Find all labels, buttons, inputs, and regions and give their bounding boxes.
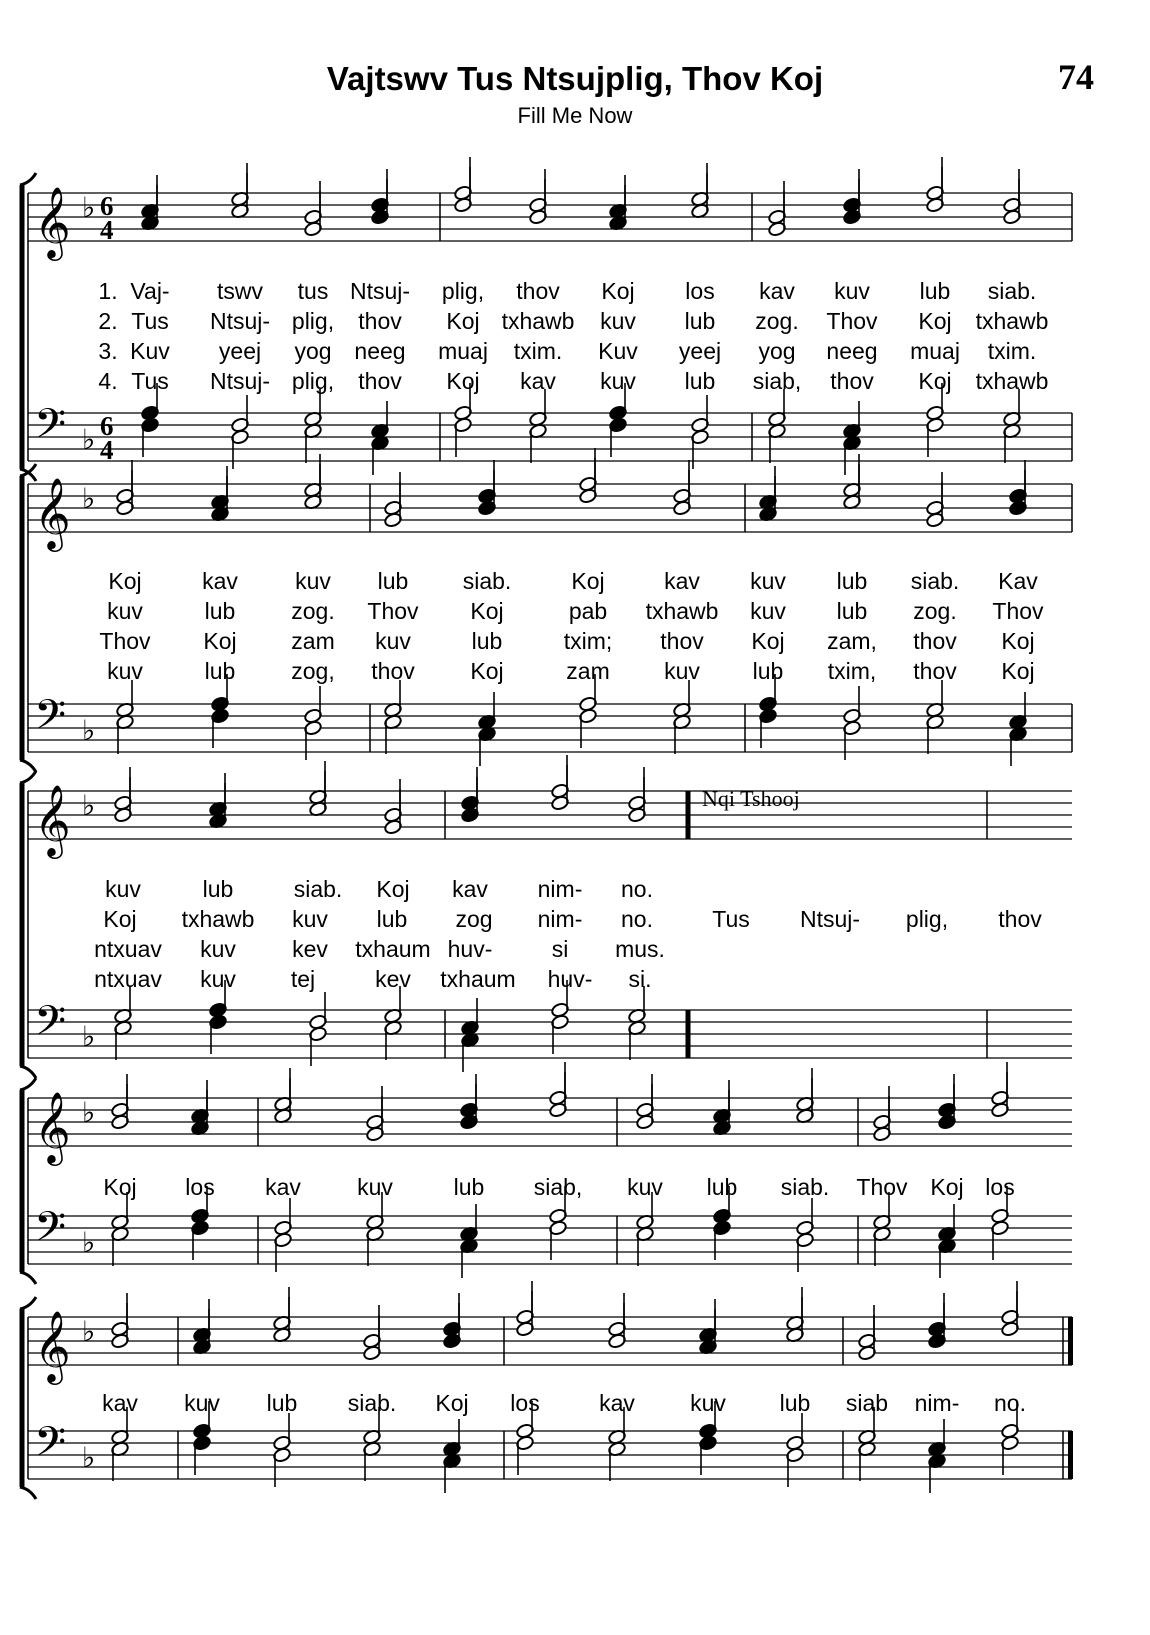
lyric-syllable: txim. <box>987 338 1037 364</box>
bracket-top-hook <box>20 1078 36 1090</box>
lyric-syllable: lub <box>453 1174 485 1200</box>
lyric-syllable: Thov <box>99 628 151 654</box>
lyric-syllable: siab. <box>293 876 343 902</box>
bracket-bottom-hook <box>20 1066 36 1078</box>
lyric-syllable: lub <box>836 568 868 594</box>
lyric-syllable: kuv <box>292 906 328 932</box>
lyric-syllable: txhawb <box>181 906 255 932</box>
lyric-syllable: kuv <box>690 1390 726 1416</box>
bracket-top-hook <box>20 1297 36 1309</box>
lyric-syllable: txim, <box>827 658 877 684</box>
lyric-syllable: lub <box>706 1174 738 1200</box>
lyric-syllable: siab, <box>752 368 802 394</box>
lyric-syllable: kev <box>292 936 328 962</box>
lyric-syllable: siab, <box>533 1174 583 1200</box>
time-signature-top: 6 <box>100 191 114 221</box>
lyric-syllable: kav <box>452 876 488 902</box>
flat-sign-icon: ♭ <box>82 1096 96 1129</box>
lyric-syllable: kuv <box>600 368 636 394</box>
lyric-syllable: siab. <box>462 568 512 594</box>
lyric-syllable: Ntsuj- <box>209 308 271 334</box>
lyric-syllable: lub <box>266 1390 298 1416</box>
lyric-syllable: Kuv <box>130 338 170 364</box>
lyric-syllable: Koj <box>446 308 480 334</box>
lyric-syllable: kuv <box>200 936 236 962</box>
lyric-syllable: no. <box>621 906 653 932</box>
lyric-syllable: nim- <box>537 876 583 902</box>
lyric-syllable: los <box>985 1174 1015 1200</box>
lyric-syllable: kav <box>599 1390 635 1416</box>
lyric-syllable: zog. <box>755 308 799 334</box>
hymn-subtitle: Fill Me Now <box>517 103 633 128</box>
lyric-syllable: Kav <box>998 568 1038 594</box>
lyric-syllable: muaj <box>438 338 488 364</box>
lyric-syllable: nim- <box>537 906 583 932</box>
lyric-syllable: siab. <box>780 1174 830 1200</box>
lyric-syllable: Koj <box>435 1390 469 1416</box>
lyric-syllable: Koj <box>203 628 237 654</box>
lyric-syllable: Thov <box>826 308 878 334</box>
lyric-syllable: Tus <box>131 308 169 334</box>
lyric-syllable: Koj <box>446 368 480 394</box>
lyric-syllable: plig, <box>441 278 485 304</box>
lyric-syllable: huv- <box>447 936 493 962</box>
lyric-syllable: kav <box>759 278 795 304</box>
treble-clef-icon: 𝄞 <box>34 1090 71 1163</box>
lyric-syllable: Koj <box>103 1174 137 1200</box>
lyric-syllable: no. <box>994 1390 1026 1416</box>
lyric-syllable: Thov <box>856 1174 908 1200</box>
lyric-syllable: thov <box>358 368 402 394</box>
treble-clef-icon: 𝄞 <box>34 185 71 258</box>
lyric-syllable: siab. <box>347 1390 397 1416</box>
hymn-title: Vajtswv Tus Ntsujplig, Thov Koj <box>326 60 824 97</box>
lyric-syllable: 3. <box>98 338 118 364</box>
lyric-syllable: Koj <box>918 368 952 394</box>
lyric-syllable: Tus <box>131 368 169 394</box>
lyric-syllable: zog. <box>291 598 335 624</box>
lyric-syllable: thov <box>830 368 874 394</box>
lyric-syllable: zam <box>566 658 610 684</box>
lyric-syllable: thov <box>660 628 704 654</box>
lyric-syllable: los <box>185 1174 215 1200</box>
flat-sign-icon: ♭ <box>82 1441 96 1474</box>
lyric-syllable: txhawb <box>975 308 1049 334</box>
lyric-syllable: lub <box>684 308 716 334</box>
flat-sign-icon: ♭ <box>82 423 96 456</box>
bracket-bottom-hook <box>20 760 36 772</box>
lyric-syllable: plig, <box>905 906 949 932</box>
lyric-syllable: Koj <box>930 1174 964 1200</box>
lyric-syllable: thov <box>371 658 415 684</box>
lyric-syllable: Tus <box>712 906 750 932</box>
lyric-syllable: kuv <box>600 308 636 334</box>
lyric-syllable: nim- <box>914 1390 960 1416</box>
time-signature-bottom: 4 <box>100 215 114 245</box>
lyric-syllable: kuv <box>107 598 143 624</box>
lyric-syllable: kuv <box>627 1174 663 1200</box>
lyric-syllable: Koj <box>1001 628 1035 654</box>
final-bar-thick <box>1068 1431 1073 1479</box>
bracket-bottom-hook <box>20 1487 36 1499</box>
lyric-syllable: kuv <box>750 598 786 624</box>
treble-clef-icon: 𝄞 <box>34 1309 71 1382</box>
lyric-syllable: kuv <box>295 568 331 594</box>
lyric-syllable: lub <box>204 598 236 624</box>
lyric-syllable: zog <box>455 906 493 932</box>
lyric-syllable: lub <box>204 658 236 684</box>
lyric-syllable: thov <box>516 278 560 304</box>
lyric-syllable: 4. <box>98 368 118 394</box>
flat-sign-icon: ♭ <box>82 482 96 515</box>
lyric-syllable: siab <box>845 1390 889 1416</box>
lyric-syllable: lub <box>471 628 503 654</box>
refrain-marker: Nqi Tshooj <box>702 786 800 811</box>
flat-sign-icon: ♭ <box>82 714 96 747</box>
bass-clef-icon: 𝄢 <box>34 997 67 1055</box>
lyric-syllable: lub <box>684 368 716 394</box>
lyric-syllable: Thov <box>367 598 419 624</box>
lyric-syllable: kuv <box>664 658 700 684</box>
lyric-syllable: zam, <box>827 628 877 654</box>
lyric-syllable: siab. <box>987 278 1037 304</box>
lyric-syllable: si. <box>628 966 652 992</box>
lyric-syllable: lub <box>779 1390 811 1416</box>
lyric-syllable: plig, <box>291 308 335 334</box>
lyric-syllable: plig, <box>291 368 335 394</box>
lyric-syllable: kav <box>664 568 700 594</box>
lyric-syllable: lub <box>376 906 408 932</box>
bass-clef-icon: 𝄢 <box>34 400 67 458</box>
lyric-syllable: huv- <box>547 966 593 992</box>
lyric-syllable: los <box>685 278 715 304</box>
bracket-top-hook <box>20 173 36 185</box>
bass-clef-icon: 𝄢 <box>34 691 67 749</box>
flat-sign-icon: ♭ <box>82 1315 96 1348</box>
lyric-syllable: kuv <box>184 1390 220 1416</box>
lyric-syllable: yeej <box>678 338 722 364</box>
lyric-syllable: kav <box>202 568 238 594</box>
lyric-syllable: kuv <box>357 1174 393 1200</box>
lyric-syllable: Koj <box>108 568 142 594</box>
lyric-syllable: zog, <box>291 658 335 684</box>
lyric-syllable: kuv <box>750 568 786 594</box>
time-signature-top: 6 <box>100 411 114 441</box>
lyric-syllable: lub <box>836 598 868 624</box>
lyric-syllable: txhaum <box>440 966 516 992</box>
lyric-syllable: kav <box>102 1390 138 1416</box>
lyric-syllable: lub <box>752 658 784 684</box>
lyric-syllable: neeg <box>354 338 406 364</box>
lyric-syllable: Vaj- <box>130 278 170 304</box>
lyric-syllable: kuv <box>105 876 141 902</box>
lyric-syllable: txim. <box>513 338 563 364</box>
lyric-syllable: thov <box>998 906 1042 932</box>
lyric-syllable: ntxuav <box>94 936 162 962</box>
lyric-syllable: yeej <box>218 338 262 364</box>
lyric-syllable: yog <box>758 338 796 364</box>
lyric-syllable: pab <box>568 598 608 624</box>
lyric-syllable: zog. <box>913 598 957 624</box>
lyric-syllable: Koj <box>103 906 137 932</box>
lyric-syllable: Thov <box>992 598 1044 624</box>
lyric-syllable: Koj <box>601 278 635 304</box>
lyric-syllable: Koj <box>1001 658 1035 684</box>
lyric-syllable: lub <box>202 876 234 902</box>
hymn-number: 74 <box>1058 57 1094 97</box>
lyric-syllable: ntxuav <box>94 966 162 992</box>
lyric-syllable: kuv <box>834 278 870 304</box>
bracket-bottom-hook <box>20 1272 36 1284</box>
lyric-syllable: los <box>510 1390 540 1416</box>
lyric-syllable: Ntsuj- <box>799 906 861 932</box>
lyric-syllable: thov <box>358 308 402 334</box>
lyric-syllable: thov <box>913 658 957 684</box>
flat-sign-icon: ♭ <box>82 1226 96 1259</box>
lyric-syllable: mus. <box>615 936 665 962</box>
bass-clef-icon: 𝄢 <box>34 1203 67 1261</box>
lyric-syllable: kav <box>265 1174 301 1200</box>
lyric-syllable: Kuv <box>598 338 638 364</box>
lyric-syllable: no. <box>621 876 653 902</box>
lyric-syllable: txhawb <box>501 308 575 334</box>
lyric-syllable: kav <box>520 368 556 394</box>
flat-sign-icon: ♭ <box>82 789 96 822</box>
flat-sign-icon: ♭ <box>82 191 96 224</box>
lyric-syllable: 2. <box>98 308 118 334</box>
lyric-syllable: thov <box>913 628 957 654</box>
lyric-syllable: tus <box>297 278 329 304</box>
lyric-syllable: txhaum <box>355 936 431 962</box>
flat-sign-icon: ♭ <box>82 1020 96 1053</box>
lyric-syllable: lub <box>377 568 409 594</box>
lyric-syllable: kuv <box>375 628 411 654</box>
lyric-syllable: kuv <box>200 966 236 992</box>
bracket-top-hook <box>20 771 36 783</box>
lyric-syllable: siab. <box>910 568 960 594</box>
lyric-syllable: Koj <box>470 598 504 624</box>
final-bar-thick <box>1068 1317 1073 1365</box>
treble-clef-icon: 𝄞 <box>34 476 71 549</box>
lyric-syllable: Koj <box>470 658 504 684</box>
lyric-syllable: tswv <box>217 278 263 304</box>
lyric-syllable: Ntsuj- <box>209 368 271 394</box>
lyric-syllable: Ntsuj- <box>349 278 411 304</box>
lyric-syllable: kev <box>375 966 411 992</box>
lyric-syllable: Koj <box>376 876 410 902</box>
lyric-syllable: neeg <box>826 338 878 364</box>
lyric-syllable: lub <box>919 278 951 304</box>
lyric-syllable: Koj <box>918 308 952 334</box>
lyric-syllable: kuv <box>107 658 143 684</box>
treble-clef-icon: 𝄞 <box>34 783 71 856</box>
bass-clef-icon: 𝄢 <box>34 1418 67 1476</box>
lyric-syllable: yog <box>294 338 332 364</box>
lyric-syllable: si <box>551 936 569 962</box>
lyric-syllable: txhawb <box>645 598 719 624</box>
lyric-syllable: 1. <box>98 278 118 304</box>
lyric-syllable: Koj <box>571 568 605 594</box>
lyric-syllable: tej <box>290 966 316 992</box>
lyric-syllable: Koj <box>751 628 785 654</box>
time-signature-bottom: 4 <box>100 435 114 465</box>
lyric-syllable: muaj <box>910 338 960 364</box>
lyric-syllable: txhawb <box>975 368 1049 394</box>
lyric-syllable: txim; <box>563 628 613 654</box>
lyric-syllable: zam <box>291 628 335 654</box>
